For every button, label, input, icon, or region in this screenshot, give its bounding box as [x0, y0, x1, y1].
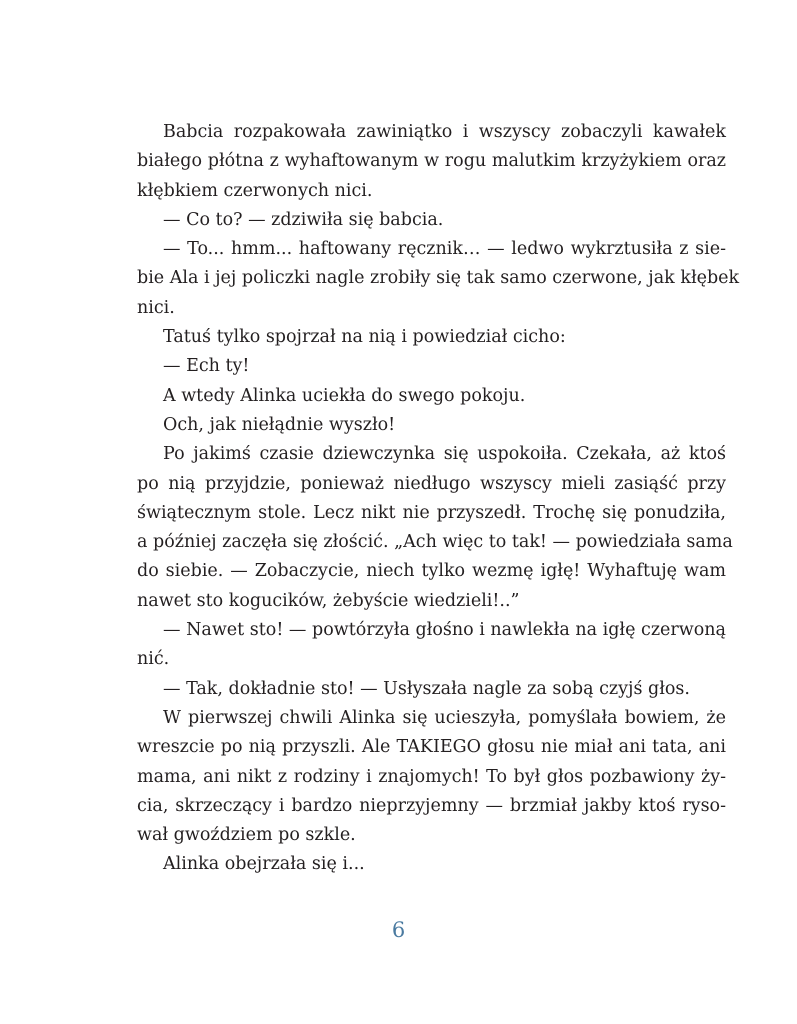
text-line: bie Ala i jej policzki nagle zrobiły się tak samo czerwone, jak kłębek — [137, 268, 740, 289]
text-line: nić. — [137, 649, 170, 670]
text-line: nici. — [137, 297, 175, 318]
text-line: świątecznym stole. Lecz nikt nie przyszedł. Trochę się ponudziła, — [137, 502, 726, 523]
text-line: wreszcie po nią przyszli. Ale TAKIEGO głosu nie miał ani tata, ani — [137, 737, 726, 758]
text-line: mama, ani nikt z rodziny i znajomych! To był głos pozbawiony ży- — [137, 766, 726, 787]
text-line: nawet sto kogucików, żebyście wiedzieli!..” — [137, 590, 520, 611]
text-line: cia, skrzeczący i bardzo nieprzyjemny — brzmiał jakby ktoś ryso- — [137, 795, 726, 816]
text-line: Alinka obejrzała się i... — [163, 854, 365, 875]
text-line: Och, jak niełądnie wyszło! — [163, 414, 396, 435]
text-line: a później zaczęła się złościć. „Ach więc to tak! — powiedziała sama — [137, 532, 733, 553]
text-line: A wtedy Alinka uciekła do swego pokoju. — [163, 385, 526, 406]
text-line: do siebie. — Zobaczycie, niech tylko wezmę igłę! Wyhaftuję wam — [137, 561, 726, 582]
text-line: — Tak, dokładnie sto! — Usłyszała nagle za sobą czyjś głos. — [163, 678, 690, 699]
text-line: białego płótna z wyhaftowanym w rogu malutkim krzyżykiem oraz — [137, 151, 726, 172]
text-line: — Nawet sto! — powtórzyła głośno i nawlekła na igłę czerwoną — [163, 620, 726, 641]
text-line: — Ech ty! — [163, 356, 250, 377]
page-number: 6 — [391, 918, 406, 942]
text-line: — To... hmm... haftowany ręcznik… — ledwo wykrztusiła z sie- — [163, 239, 726, 260]
text-line: W pierwszej chwili Alinka się ucieszyła, pomyślała bowiem, że — [163, 707, 726, 728]
text-line: — Co to? — zdziwiła się babcia. — [163, 209, 444, 230]
text-line: wał gwoździem po szkle. — [137, 825, 356, 846]
body-text — [137, 118, 740, 880]
text-line: kłębkiem czerwonych nici. — [137, 180, 373, 201]
text-line: Babcia rozpakowała zawiniątko i wszyscy zobaczyli kawałek — [163, 122, 726, 142]
text-line: Tatuś tylko spojrzał na nią i powiedział cicho: — [163, 327, 566, 348]
text-line: Po jakimś czasie dziewczynka się uspokoiła. Czekała, aż ktoś — [163, 444, 726, 465]
text-line: po nią przyjdzie, ponieważ niedługo wszyscy mieli zasiąść przy — [137, 473, 726, 494]
